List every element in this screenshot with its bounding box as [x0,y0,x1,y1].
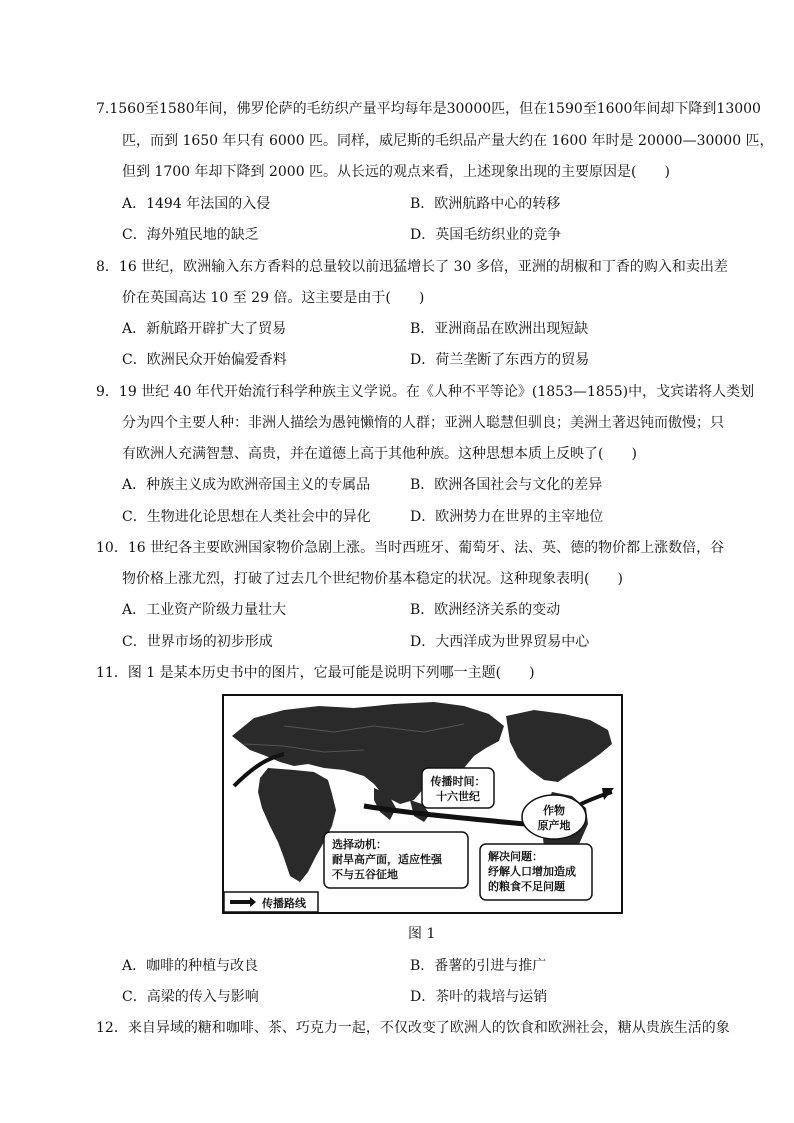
label-solve-line-1: 解决问题： [488,850,543,863]
q10-text-line-2: 物价格上涨尤烈，打破了过去几个世纪物价基本稳定的状况。这种现象表明( ) [122,571,623,587]
q7-text-line-2: 匹，而到 1650 年只有 6000 匹。同样，威尼斯的毛织品产量大约在 1600 年时是 20000—30000 匹， [122,133,774,149]
figure-1-world-map [222,694,623,914]
q10-option-c: C．世界市场的初步形成 [122,634,273,650]
figure-caption: 图 1 [408,926,436,942]
q9-text-line-2: 分为四个主要人种：非洲人描绘为愚钝懒惰的人群；亚洲人聪慧但驯良；美洲土著迟钝而傲慢；只 [122,415,724,431]
label-motive-line-2: 耐旱高产面，适应性强 [332,853,442,866]
q10-text-line-1: 10．16 世纪各主要欧洲国家物价急剧上涨。当时西班牙、葡萄牙、法、英、德的物价都上涨数倍，谷 [96,540,725,556]
q11-option-c: C．高梁的传入与影响 [122,989,259,1005]
q9-text-line-1: 9．19 世纪 40 年代开始流行科学种族主义学说。在《人种不平等论》(1853—1855)中，戈宾诺将人类划 [96,384,755,400]
q9-option-b: B．欧洲各国社会与文化的差异 [410,477,603,493]
q7-text-line-1: 7.1560至1580年间，佛罗伦萨的毛纺织产量平均每年是30000匹，但在1590至1600年间却下降到13000 [96,101,761,117]
label-solve-line-3: 的粮食不足问题 [488,880,565,893]
map-landmass-north-america [506,710,612,782]
q11-option-b: B．番薯的引进与推广 [410,958,547,974]
q9-option-c: C．生物进化论思想在人类社会中的异化 [122,509,371,525]
q11-option-a: A．咖啡的种植与改良 [122,958,259,974]
label-crop-origin-line-1: 作物 [543,804,565,817]
q7-option-b: B．欧洲航路中心的转移 [410,196,561,212]
q8-option-b: B．亚洲商品在欧洲出现短缺 [410,321,589,337]
q10-option-d: D．大西洋成为世界贸易中心 [410,634,590,650]
label-spread-time-line-1: 传播时间： [430,775,486,788]
q7-text-line-3: 但到 1700 年却下降到 2000 匹。从长远的观点来看，上述现象出现的主要原因是( ) [122,164,670,180]
q7-option-a: A．1494 年法国的入侵 [122,196,271,212]
q8-option-c: C．欧洲民众开始偏爱香料 [122,352,287,368]
q9-option-d: D．欧洲势力在世界的主宰地位 [410,509,604,525]
q12-text-line-1: 12．来自异域的糖和咖啡、茶、巧克力一起，不仅改变了欧洲人的饮食和欧洲社会，糖从贵族生活的象 [96,1020,730,1036]
q10-option-a: A．工业资产阶级力量壮大 [122,602,287,618]
q10-option-b: B．欧洲经济关系的变动 [410,602,561,618]
label-motive-line-3: 不与五谷征地 [332,868,398,881]
q8-text-line-1: 8．16 世纪，欧洲输入东方香料的总量较以前迅猛增长了 30 多倍，亚洲的胡椒和丁香的购入和卖出差 [96,259,728,275]
q8-option-d: D．荷兰垄断了东西方的贸易 [410,352,590,368]
q9-text-line-3: 有欧洲人充满智慧、高贵，并在道德上高于其他种族。这种思想本质上反映了( ) [122,446,637,462]
label-crop-origin-line-2: 原产地 [537,819,571,832]
label-solve-line-2: 纾解人口增加造成 [488,865,576,878]
world-map-graphic [224,696,621,912]
label-motive-line-1: 选择动机： [332,838,387,851]
q7-option-d: D．英国毛纺织业的竞争 [410,227,562,243]
q11-text-line-1: 11．图 1 是某本历史书中的图片，它最可能是说明下列哪一主题( ) [96,665,535,681]
label-spread-time-line-2: 十六世纪 [436,790,480,803]
q9-option-a: A．种族主义成为欧洲帝国主义的专属品 [122,477,371,493]
legend-label: 传播路线 [262,897,306,910]
q7-option-c: C．海外殖民地的缺乏 [122,227,259,243]
q8-text-line-2: 价在英国高达 10 至 29 倍。这主要是由于( ) [122,290,425,306]
q11-option-d: D．茶叶的栽培与运销 [410,989,548,1005]
q8-option-a: A．新航路开辟扩大了贸易 [122,321,287,337]
label-box-crop-origin [522,795,586,839]
